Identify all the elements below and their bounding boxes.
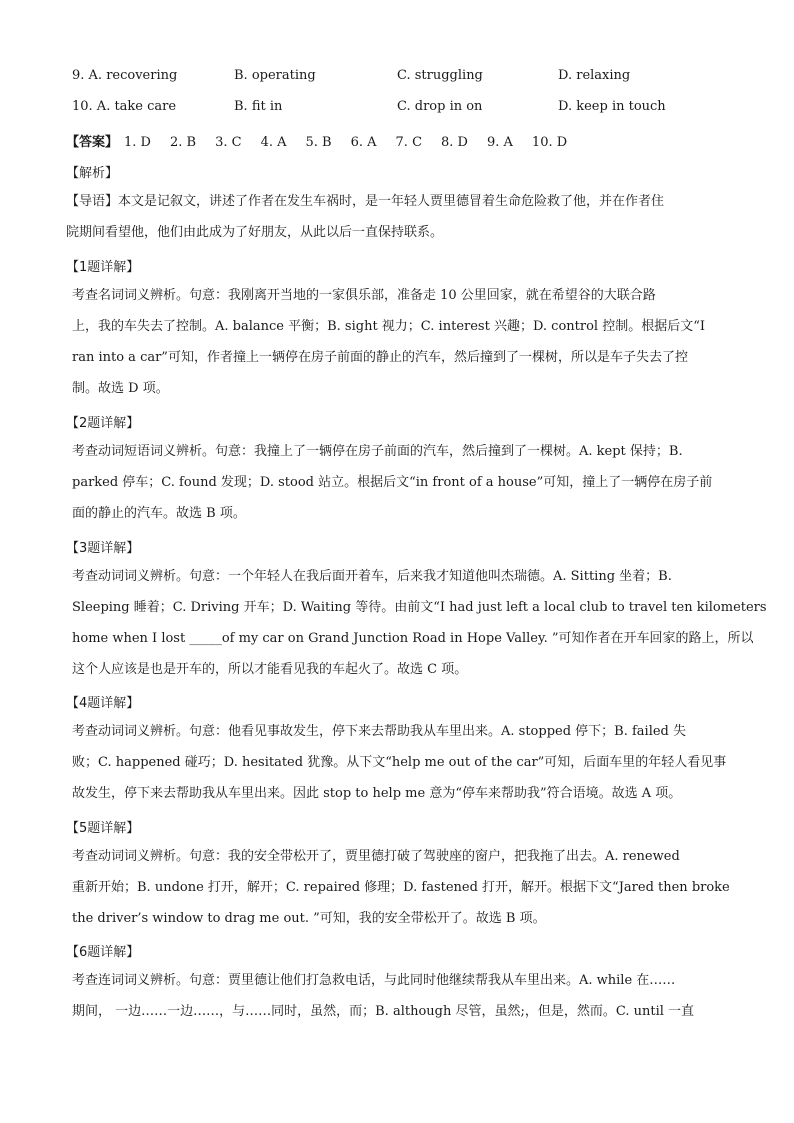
section-2-body bbox=[72, 436, 722, 529]
question-9-options bbox=[72, 68, 752, 90]
section-4-body bbox=[72, 716, 727, 809]
section-5-body bbox=[72, 841, 730, 934]
answer-tag: 【答案】 bbox=[66, 135, 119, 150]
text-line: 考查动词词义辨析。句意：我的安全带松开了，贾里德打破了驾驶座的窗户，把我拖了出去。A. renewed bbox=[72, 849, 680, 864]
text-line: 败；C. happened 碰巧；D. hesitated 犹豫。从下文“help me out of the car”可知，后面车里的年轻人看见事 bbox=[72, 755, 727, 770]
answer-5: 5. B bbox=[305, 135, 332, 150]
answer-6: 6. A bbox=[350, 135, 377, 150]
option-b: B. operating bbox=[234, 68, 316, 83]
text-line: 故发生，停下来去帮助我从车里出来。因此 stop to help me 意为“停车来帮助我”符合语境。故选 A 项。 bbox=[72, 786, 682, 801]
text-line: the driver’s window to drag me out. ”可知，我的安全带松开了。故选 B 项。 bbox=[72, 911, 546, 926]
text-line: home when I lost _____of my car on Grand Junction Road in Hope Valley. ”可知作者在开车回家的路上，所以 bbox=[72, 631, 754, 646]
text-line: 考查动词短语词义辨析。句意：我撞上了一辆停在房子前面的汽车，然后撞到了一棵树。A. kept 保持；B. bbox=[72, 444, 683, 459]
text-line: ran into a car”可知，作者撞上一辆停在房子前面的静止的汽车，然后撞到了一棵树，所以是车子失去了控 bbox=[72, 350, 688, 365]
text-line: 考查名词词义辨析。句意：我刚离开当地的一家俱乐部，准备走 10 公里回家，就在希望谷的大联合路 bbox=[72, 288, 656, 303]
text-line: 期间， 一边……一边……，与……同时，虽然，而；B. although 尽管，虽然;，但是，然而。C. until 一直 bbox=[72, 1004, 695, 1019]
answer-1: 1. D bbox=[124, 135, 151, 150]
text-line: 这个人应该是也是开车的，所以才能看见我的车起火了。故选 C 项。 bbox=[72, 662, 468, 677]
section-2-title: 【2题详解】 bbox=[66, 416, 140, 431]
answer-4: 4. A bbox=[260, 135, 287, 150]
answer-3: 3. C bbox=[215, 135, 242, 150]
text-line: 【导语】本文是记叙文，讲述了作者在发生车祸时，是一年轻人贾里德冒着生命危险救了他，并在作者住 bbox=[66, 194, 665, 209]
option-c: C. drop in on bbox=[397, 99, 483, 114]
text-line: 考查动词词义辨析。句意：他看见事故发生，停下来去帮助我从车里出来。A. stopped 停下；B. failed 失 bbox=[72, 724, 687, 739]
text-line: parked 停车；C. found 发现；D. stood 站立。根据后文“in front of a house”可知，撞上了一辆停在房子前 bbox=[72, 475, 713, 490]
section-3-body bbox=[72, 561, 767, 685]
text-line: 制。故选 D 项。 bbox=[72, 381, 169, 396]
option-b: B. fit in bbox=[234, 99, 283, 114]
question-10-options bbox=[72, 99, 752, 121]
answer-8: 8. D bbox=[441, 135, 468, 150]
text-line: 考查动词词义辨析。句意：一个年轻人在我后面开着车，后来我才知道他叫杰瑞德。A. Sitting 坐着；B. bbox=[72, 569, 672, 584]
option-c: C. struggling bbox=[397, 68, 483, 83]
text-line: Sleeping 睡着；C. Driving 开车；D. Waiting 等待。由前文“I had just left a local club to travel ten kilometers bbox=[72, 600, 767, 615]
text-line: 上，我的车失去了控制。A. balance 平衡；B. sight 视力；C. interest 兴趣；D. control 控制。根据后文“I bbox=[72, 319, 705, 334]
section-4-title: 【4题详解】 bbox=[66, 696, 140, 711]
section-3-title: 【3题详解】 bbox=[66, 541, 140, 556]
section-5-title: 【5题详解】 bbox=[66, 821, 140, 836]
text-line: 重新开始；B. undone 打开，解开；C. repaired 修理；D. fastened 打开，解开。根据下文“Jared then broke bbox=[72, 880, 730, 895]
section-1-title: 【1题详解】 bbox=[66, 260, 140, 275]
section-6-body bbox=[72, 965, 722, 1027]
text-line: 院期间看望他，他们由此成为了好朋友，从此以后一直保持联系。 bbox=[66, 225, 444, 240]
section-6-title: 【6题详解】 bbox=[66, 945, 140, 960]
option-a: 10. A. take care bbox=[72, 99, 177, 114]
answer-9: 9. A bbox=[486, 135, 513, 150]
text-line: 面的静止的汽车。故选 B 项。 bbox=[72, 506, 246, 521]
option-a: 9. A. recovering bbox=[72, 68, 178, 83]
answer-10: 10. D bbox=[531, 135, 568, 150]
answer-2: 2. B bbox=[169, 135, 197, 150]
option-d: D. keep in touch bbox=[558, 99, 666, 114]
answer-7: 7. C bbox=[395, 135, 423, 150]
analysis-heading: 【解析】 bbox=[66, 166, 119, 181]
section-1-body bbox=[72, 280, 722, 404]
answer-key bbox=[66, 131, 586, 150]
option-d: D. relaxing bbox=[558, 68, 631, 83]
text-line: 考查连词词义辨析。句意：贾里德让他们打急救电话，与此同时他继续帮我从车里出来。A. while 在…… bbox=[72, 973, 676, 988]
guide-paragraph bbox=[66, 186, 716, 248]
